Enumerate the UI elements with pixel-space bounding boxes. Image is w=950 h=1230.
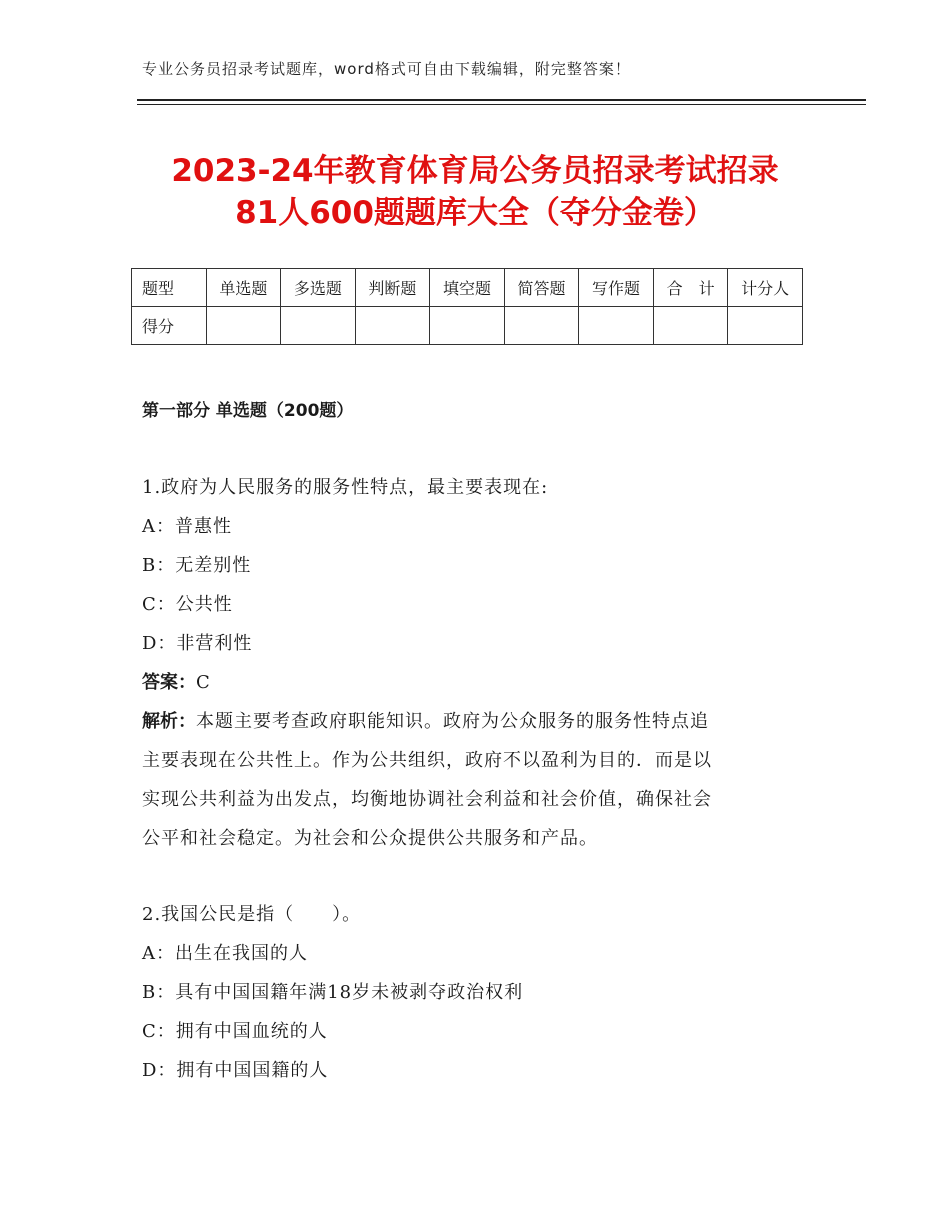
question-2 <box>142 895 802 1090</box>
explanation-line: 公平和社会稳定。为社会和公众提供公共服务和产品。 <box>142 828 598 849</box>
document-title <box>0 150 950 234</box>
score-header-cell: 判断题 <box>355 269 430 307</box>
explanation-line: 主要表现在公共性上。作为公共组织，政府不以盈利为目的．而是以 <box>142 750 712 771</box>
answer-line <box>142 663 802 702</box>
score-table-header-row <box>132 269 803 307</box>
score-cell <box>504 307 579 345</box>
score-header-cell: 合 计 <box>653 269 728 307</box>
question-option: C：拥有中国血统的人 <box>142 1021 328 1042</box>
score-cell <box>728 307 803 345</box>
title-line-2: 81人600题题库大全（夺分金卷） <box>235 195 715 231</box>
title-line-1: 2023-24年教育体育局公务员招录考试招录 <box>171 153 779 189</box>
score-cell <box>430 307 505 345</box>
score-cell <box>206 307 281 345</box>
score-cell <box>281 307 356 345</box>
score-header-cell: 写作题 <box>579 269 654 307</box>
section-title: 第一部分 单选题（200题） <box>142 401 354 421</box>
header-rule-thick <box>137 99 866 101</box>
answer-label: 答案： <box>142 672 196 693</box>
explanation-line: 实现公共利益为出发点，均衡地协调社会利益和社会价值，确保社会 <box>142 789 712 810</box>
explanation-line <box>142 702 802 741</box>
explanation-label: 解析： <box>142 711 196 732</box>
question-stem: 1.政府为人民服务的服务性特点，最主要表现在: <box>142 477 549 498</box>
question-1 <box>142 468 802 858</box>
question-option: B：无差别性 <box>142 555 252 576</box>
score-cell <box>653 307 728 345</box>
score-cell <box>355 307 430 345</box>
explanation-text: 本题主要考查政府职能知识。政府为公众服务的服务性特点追 <box>196 711 709 732</box>
score-header-cell: 题型 <box>132 269 207 307</box>
score-header-cell: 简答题 <box>504 269 579 307</box>
score-header-cell: 填空题 <box>430 269 505 307</box>
score-header-cell: 计分人 <box>728 269 803 307</box>
question-option: B：具有中国国籍年满18岁未被剥夺政治权利 <box>142 982 524 1003</box>
answer-value: C <box>196 672 211 693</box>
score-table <box>131 268 803 345</box>
header-rule-thin <box>137 104 866 105</box>
question-option: D：拥有中国国籍的人 <box>142 1060 329 1081</box>
score-row-label: 得分 <box>132 307 207 345</box>
question-option: C：公共性 <box>142 594 233 615</box>
question-option: A：普惠性 <box>142 516 232 537</box>
score-header-cell: 单选题 <box>206 269 281 307</box>
question-option: A：出生在我国的人 <box>142 943 308 964</box>
score-table-score-row <box>132 307 803 345</box>
question-stem: 2.我国公民是指（ ）。 <box>142 904 362 925</box>
score-cell <box>579 307 654 345</box>
score-header-cell: 多选题 <box>281 269 356 307</box>
question-option: D：非营利性 <box>142 633 253 654</box>
header-note: 专业公务员招录考试题库，word格式可自由下载编辑，附完整答案！ <box>142 60 631 78</box>
